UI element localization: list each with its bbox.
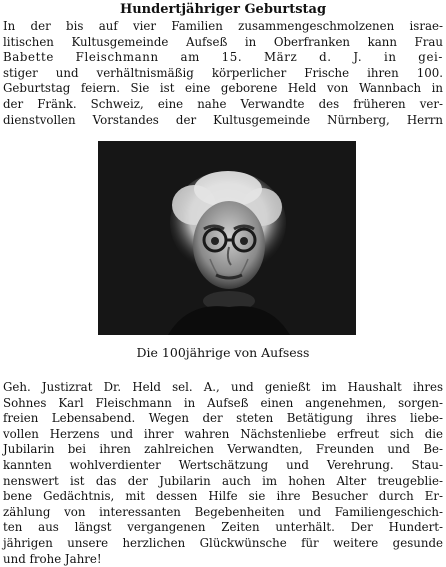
text-line: freien Lebensabend. Wegen der steten Betätigung ihres liebe- — [3, 411, 443, 426]
article-paragraph-1 — [3, 19, 443, 128]
text-line: nenswert ist das der Jubilarin auch im hohen Alter treugeblie- — [3, 473, 443, 488]
text-line: kannten wohlverdienter Wertschätzung und Verehrung. Stau- — [3, 457, 443, 472]
text-line: dienstvollen Vorstandes der Kultusgemeinde Nürnberg, Herrn — [3, 112, 443, 127]
text-line: litischen Kultusgemeinde Aufseß in Oberfranken kann Frau — [3, 34, 443, 49]
article-paragraph-2 — [3, 380, 443, 567]
portrait-photo — [98, 141, 356, 335]
text-line: Jubilarin bei ihren zahlreichen Verwandten, Freunden und Be- — [3, 442, 443, 457]
elderly-woman-portrait-image — [98, 141, 356, 335]
text-line: jährigen unsere herzlichen Glückwünsche für weitere gesunde — [3, 535, 443, 550]
text-line: In der bis auf vier Familien zusammengeschmolzenen israe- — [3, 19, 443, 33]
text-line: der Fränk. Schweiz, eine nahe Verwandte des früheren ver- — [3, 96, 443, 111]
text-line: zählung von interessanten Begebenheiten und Familiengeschich- — [3, 504, 443, 519]
text-line: Geh. Justizrat Dr. Held sel. A., und genießt im Haushalt ihres — [3, 380, 443, 394]
photo-caption: Die 100jährige von Aufsess — [136, 345, 310, 360]
text-line: Babette Fleischmann am 15. März d. J. in gei- — [3, 50, 443, 65]
text-line: Geburtstag feiern. Sie ist eine geborene Held von Wannbach in — [3, 81, 443, 96]
article-title: Hundertjähriger Geburtstag — [119, 2, 327, 17]
text-line: vollen Herzens und ihrer wahren Nächstenliebe erfreut sich die — [3, 426, 443, 441]
text-line: und frohe Jahre! — [3, 551, 102, 566]
text-line: bene Gedächtnis, mit dessen Hilfe sie ihre Besucher durch Er- — [3, 489, 443, 504]
text-line: Sohnes Karl Fleischmann in Aufseß einen angenehmen, sorgen- — [3, 395, 443, 410]
text-line: stiger und verhältnismäßig körperlicher Frische ihren 100. — [3, 65, 443, 80]
text-line: ten aus längst vergangenen Zeiten unterhält. Der Hundert- — [3, 520, 443, 535]
